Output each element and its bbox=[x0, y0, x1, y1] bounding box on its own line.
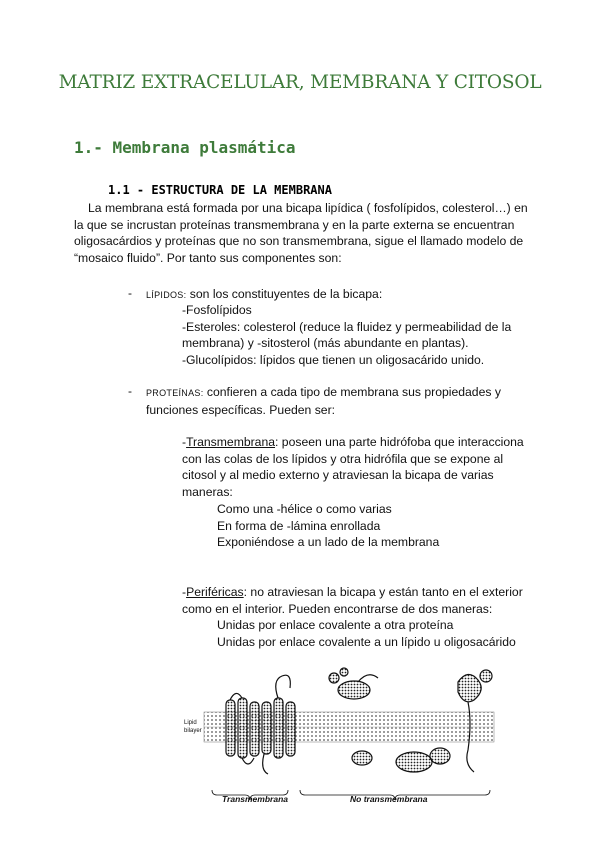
figure-label-transmembrana: Transmembrana bbox=[222, 794, 288, 804]
perifericas-line: como en el interior. Pueden encontrarse de dos maneras: bbox=[182, 601, 493, 616]
peripheral-protein-bottom bbox=[352, 748, 450, 772]
transmembrana-block: -Transmembrana: poseen una parte hidrófoba que interacciona con las colas de los lípidos y otra hidrófila que se expone al citosol y al medio externo y atraviesan la bicapa de varias maneras: bbox=[182, 434, 542, 500]
proteinas-item bbox=[146, 384, 546, 418]
document-title: MATRIZ EXTRACELULAR, MEMBRANA Y CITOSOL bbox=[58, 72, 542, 93]
lipidos-label: LÍPIDOS: bbox=[146, 290, 187, 300]
side-label-2: bilayer bbox=[184, 728, 202, 734]
subsection-heading: 1.1 - ESTRUCTURA DE LA MEMBRANA bbox=[108, 183, 332, 197]
proteinas-label: PROTEÍNAS: bbox=[146, 388, 204, 398]
list-item: En forma de -lámina enrollada bbox=[217, 518, 381, 533]
perifericas-modes bbox=[217, 617, 547, 650]
list-item: Unidas por enlace covalente a otra proteína bbox=[217, 618, 454, 632]
perifericas-term: Periféricas bbox=[186, 585, 244, 599]
list-item: Unidas por enlace covalente a un lípido u oligosacárido bbox=[217, 634, 516, 649]
intro-line: La membrana está formada por una bicapa lipídica ( fosfolípidos, colesterol…) en bbox=[88, 201, 528, 215]
section-heading: 1.- Membrana plasmática bbox=[74, 138, 296, 157]
transmembrane-protein-1 bbox=[226, 693, 259, 764]
intro-line: “mosaico fluido”. Por tanto sus componentes son: bbox=[74, 250, 342, 265]
list-item: membrana) y -sitosterol (más abundante en plantas). bbox=[182, 336, 469, 351]
membrane-diagram bbox=[182, 662, 522, 812]
bullet-marker: - bbox=[128, 286, 132, 300]
transmembrana-line: maneras: bbox=[182, 484, 233, 499]
transmembrana-modes bbox=[217, 501, 537, 551]
transmembrana-term: Transmembrana bbox=[186, 435, 276, 449]
transmembrana-line: citosol y al medio externo y atraviesan la bicapa de varias bbox=[182, 468, 494, 483]
list-item: Exponiéndose a un lado de la membrana bbox=[217, 535, 440, 550]
bullet-marker: - bbox=[128, 384, 132, 398]
list-item: -Esteroles: colesterol (reduce la fluidez y permeabilidad de la bbox=[182, 319, 512, 334]
membrane-figure bbox=[182, 662, 522, 812]
lipidos-list bbox=[182, 302, 542, 368]
list-item: -Glucolípidos: lípidos que tienen un oligosacárido unido. bbox=[182, 352, 485, 367]
peripheral-protein-top bbox=[329, 668, 378, 699]
perifericas-block: -Periféricas: no atraviesan la bicapa y están tanto en el exterior como en el interior. Pueden encontrarse de dos maneras: bbox=[182, 584, 542, 617]
transmembrane-protein-2 bbox=[262, 675, 295, 774]
transmembrana-line: con las colas de los lípidos y otra hidrófila que se expone al bbox=[182, 451, 504, 466]
lipidos-item bbox=[146, 286, 546, 304]
intro-line: oligosacárdios y proteínas que no son transmembrana, sigue el llamado modelo de bbox=[74, 234, 524, 249]
intro-paragraph bbox=[74, 200, 534, 266]
figure-label-no-transmembrana: No transmembrana bbox=[350, 794, 428, 804]
proteinas-line2: funciones específicas. Pueden ser: bbox=[146, 402, 336, 417]
list-item: -Fosfolípidos bbox=[182, 303, 252, 317]
intro-line: la que se incrustan proteínas transmembrana y en la parte externa se encuentran bbox=[74, 217, 515, 232]
proteinas-text: confieren a cada tipo de membrana sus propiedades y bbox=[203, 385, 501, 399]
side-label-1: Lipid bbox=[184, 720, 197, 726]
lipidos-text: son los constituyentes de la bicapa: bbox=[186, 287, 383, 301]
list-item: Como una -hélice o como varias bbox=[217, 502, 392, 516]
